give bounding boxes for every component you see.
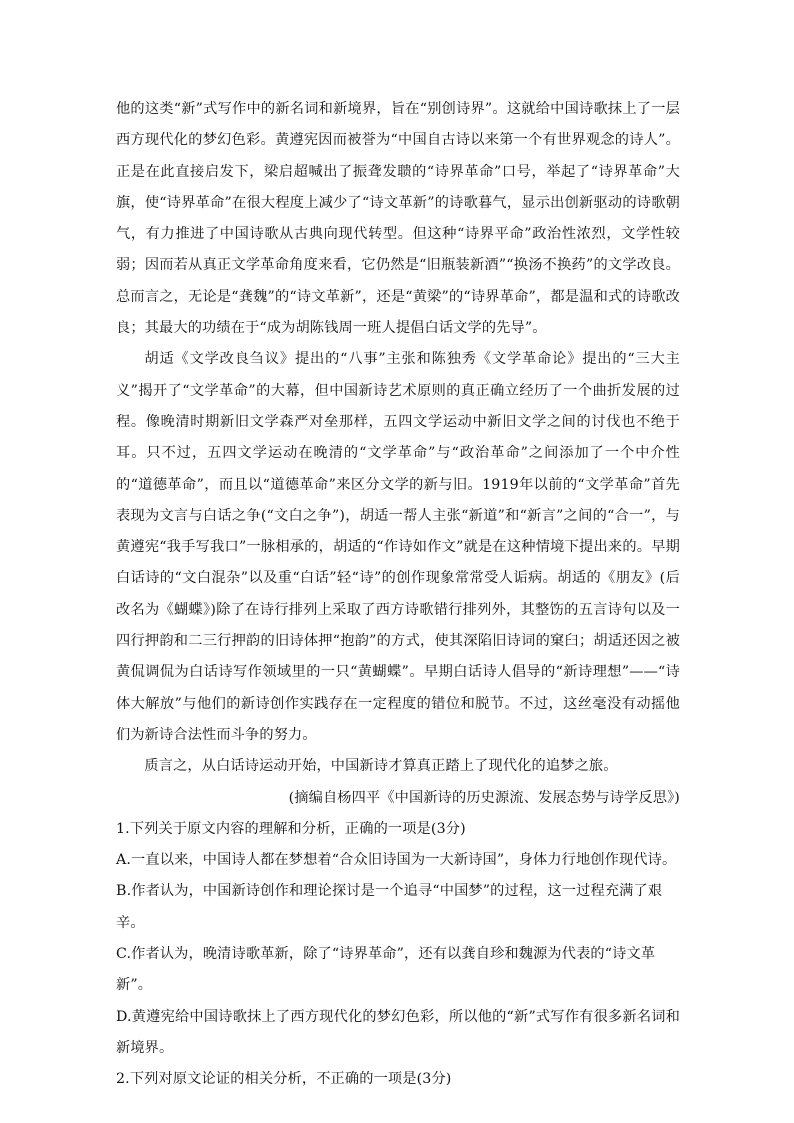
source-citation: (摘编自杨四平《中国新诗的历史源流、发展态势与诗学反思》) [288, 789, 680, 806]
document-page [116, 94, 680, 1096]
question-1-stem: 1.下列关于原文内容的理解和分析，正确的一项是(3分) [116, 820, 466, 837]
paragraph-1: 他的这类“新”式写作中的新名词和新境界，旨在“别创诗界”。这就给中国诗歌抹上了一层西方现代化的梦幻色彩。黄遵宪因而被誉为“中国自古诗以来第一个有世界观念的诗人”。正是在此直接启发下，梁启超喊出了振聋发聩的“诗界革命”口号，举起了“诗界革命”大旗，使“诗界革命”在很大程度上减少了“诗文革新”的诗歌暮气，显示出创新驱动的诗歌朝气，有力推进了中国诗歌从古典向现代转型。但这种“诗界平命”政治性浓烈，文学性较弱；因而若从真正文学革命角度来看，它仍然是“旧瓶装新酒”“换汤不换药”的文学改良。总而言之，无论是“龚魏”的“诗文革新”，还是“黄梁”的“诗界革命”，都是温和式的诗歌改良；其最大的功绩在于“成为胡陈钱周一班人提倡白话文学的先导”。 [116, 101, 680, 337]
paragraph-3: 质言之，从白话诗运动开始，中国新诗才算真正踏上了现代化的追梦之旅。 [144, 758, 618, 775]
question-2-stem: 2.下列对原文论证的相关分析，不正确的一项是(3分) [116, 1071, 452, 1088]
question-1-option-c: C.作者认为，晚清诗歌革新，除了“诗界革命”，还有以龚自珍和魏源为代表的“诗文革新”。 [116, 946, 656, 994]
question-1-option-b: B.作者认为，中国新诗创作和理论探讨是一个追寻“中国梦”的过程，这一过程充满了艰辛。 [116, 883, 663, 931]
paragraph-2: 胡适《文学改良刍议》提出的“八事”主张和陈独秀《文学革命论》提出的“三大主义”揭开了“文学革命”的大幕，但中国新诗艺术原则的真正确立经历了一个曲折发展的过程。像晚清时期新旧文学森严对垒那样，五四文学运动中新旧文学之间的讨伐也不绝于耳。只不过，五四文学运动在晚清的“文学革命”与“政治革命”之间添加了一个中介性的“道德革命”，而且以“道德革命”来区分文学的新与旧。1919年以前的“文学革命”首先表现为文言与白话之争(“文白之争”)，胡适一帮人主张“新道”和“新言”之间的“合一”，与黄遵宪“我手写我口”一脉相承的，胡适的“作诗如作文”就是在这种情境下提出来的。早期白话诗的“文白混杂”以及重“白话”轻“诗”的创作现象常常受人诟病。胡适的《朋友》(后改名为《蝴蝶》)除了在诗行排列上采取了西方诗歌错行排列外，其整饬的五言诗句以及一四行押韵和二三行押韵的旧诗体押“抱韵”的方式，使其深陷旧诗词的窠臼；胡适还因之被黄侃调侃为白话诗写作领域里的一只“黄蝴蝶”。早期白话诗人倡导的“新诗理想”——“诗体大解放”与他们的新诗创作实践存在一定程度的错位和脱节。不过，这丝毫没有动摇他们为新诗合法性而斗争的努力。 [116, 351, 680, 743]
question-1-option-d: D.黄遵宪给中国诗歌抹上了西方现代化的梦幻色彩，所以他的“新”式写作有很多新名词和新境界。 [116, 1008, 680, 1056]
question-1-option-a: A.一直以来，中国诗人都在梦想着“合众旧诗国为一大新诗国”，身体力行地创作现代诗。 [116, 852, 677, 869]
